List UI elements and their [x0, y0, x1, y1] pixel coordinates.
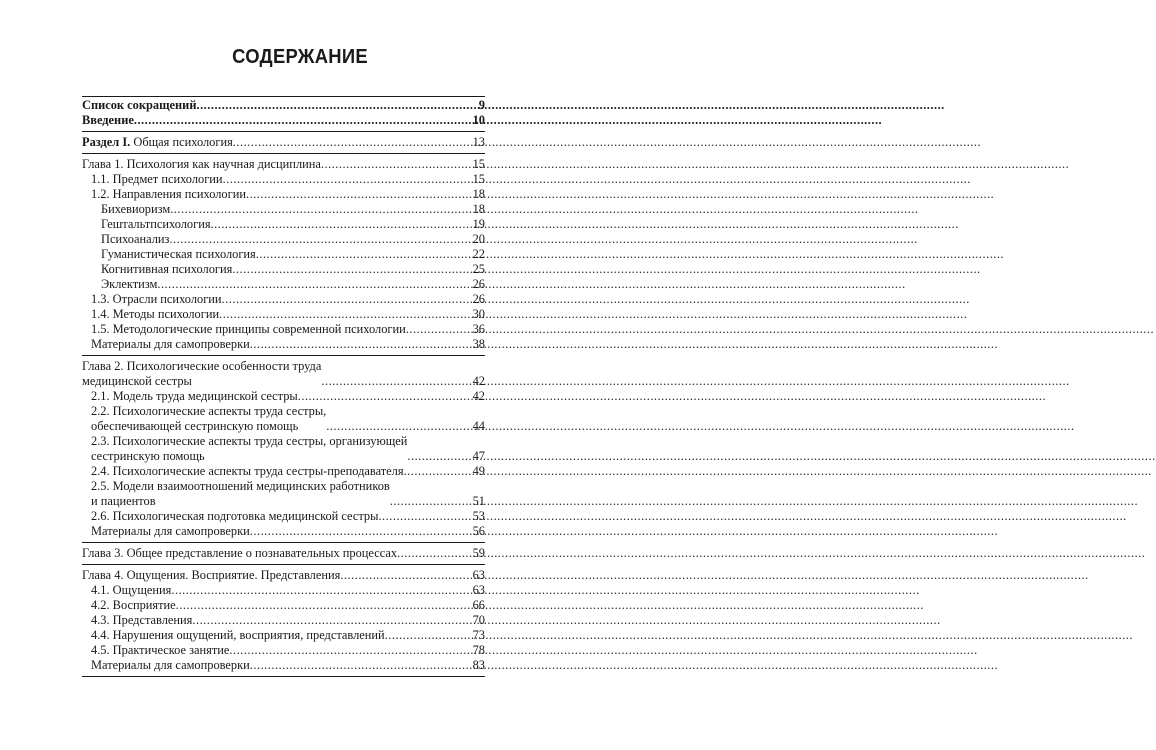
table-of-contents [82, 96, 485, 677]
toc-page-number: 51 [472, 494, 485, 508]
toc-entry[interactable] [82, 598, 485, 613]
toc-page-number: 56 [472, 524, 485, 538]
toc-entry-text: 4.1. Ощущения [91, 583, 172, 597]
toc-page-number: 22 [472, 247, 485, 261]
toc-entry[interactable] [82, 337, 485, 352]
toc-page-number: 18 [472, 202, 485, 216]
toc-entry-label [91, 292, 222, 307]
toc-entry[interactable] [82, 509, 485, 524]
toc-entry-label [101, 202, 170, 217]
page-title: СОДЕРЖАНИЕ [232, 46, 368, 68]
toc-entry[interactable] [82, 277, 485, 292]
toc-entry-label [101, 262, 232, 277]
toc-entry[interactable] [82, 479, 485, 509]
toc-entry-label [91, 628, 385, 643]
dot-leader [157, 277, 472, 292]
dot-leader [326, 419, 472, 434]
toc-entry[interactable] [82, 172, 485, 187]
toc-entry[interactable] [82, 628, 485, 643]
toc-page-number: 26 [472, 292, 485, 306]
toc-entry-text: 4.3. Представления [91, 613, 193, 627]
dot-leader [246, 187, 473, 202]
toc-page-number: 26 [472, 277, 485, 291]
toc-entry-text: 4.4. Нарушения ощущений, восприятия, представлений [91, 628, 385, 642]
toc-entry-text: Гуманистическая психология [101, 247, 256, 261]
toc-entry-line: обеспечивающей сестринскую помощь [91, 419, 299, 433]
toc-entry-label [82, 98, 196, 113]
toc-entry-text: Глава 3. Общее представление о познавательных процессах [82, 546, 398, 560]
toc-entry-label [91, 658, 250, 673]
toc-page-number: 47 [472, 449, 485, 463]
toc-entry[interactable] [82, 583, 485, 598]
toc-entry-label [82, 546, 397, 561]
toc-entry-label [91, 479, 390, 509]
toc-entry-text: 2.6. Психологическая подготовка медицинской сестры [91, 509, 379, 523]
dot-leader [211, 217, 473, 232]
toc-entry-label [91, 322, 406, 337]
toc-page-number: 63 [472, 583, 485, 597]
toc-entry-label [82, 359, 321, 389]
toc-groups [82, 97, 485, 677]
toc-entry-text: 2.1. Модель труда медицинской сестры [91, 389, 298, 403]
toc-entry-text: 1.3. Отрасли психологии [91, 292, 222, 306]
toc-page-number: 59 [472, 546, 485, 560]
toc-entry[interactable] [82, 359, 485, 389]
dot-leader [170, 202, 472, 217]
toc-page-number: 66 [472, 598, 485, 612]
toc-page-number: 30 [472, 307, 485, 321]
toc-entry-text: 1.2. Направления психологии [91, 187, 246, 201]
toc-page-number: 78 [472, 643, 485, 657]
toc-entry[interactable] [82, 613, 485, 628]
toc-entry[interactable] [82, 568, 485, 583]
toc-entry-label [101, 277, 157, 292]
toc-entry-text: Введение [82, 113, 134, 127]
toc-entry-line: медицинской сестры [82, 374, 192, 388]
toc-entry-text: 4.2. Восприятие [91, 598, 176, 612]
toc-entry-label [91, 509, 378, 524]
toc-entry-label [101, 247, 256, 262]
toc-entry[interactable] [82, 135, 485, 150]
dot-leader [250, 524, 473, 539]
toc-entry-label [82, 135, 233, 150]
toc-entry-label [91, 598, 176, 613]
section-number: Раздел I. [82, 135, 131, 149]
dot-leader [406, 322, 473, 337]
dot-leader [222, 292, 473, 307]
toc-entry-label [82, 157, 321, 172]
toc-entry[interactable] [82, 404, 485, 434]
toc-entry-line: и пациентов [91, 494, 156, 508]
toc-page-number: 63 [472, 568, 485, 582]
toc-page-number: 53 [472, 509, 485, 523]
dot-leader [250, 337, 473, 352]
toc-entry-line: 2.3. Психологические аспекты труда сестры, организующей [91, 434, 408, 448]
toc-section [82, 356, 485, 543]
toc-page-number: 15 [472, 172, 485, 186]
toc-entry[interactable] [82, 113, 485, 128]
dot-leader [256, 247, 473, 262]
toc-entry-text: 1.4. Методы психологии [91, 307, 220, 321]
toc-entry-text: Гештальтпсихология [101, 217, 211, 231]
dot-leader [192, 613, 472, 628]
toc-page-number: 44 [472, 419, 485, 433]
toc-entry-line: 2.5. Модели взаимоотношений медицинских работников [91, 479, 390, 493]
toc-entry-text: Общая психология [133, 135, 233, 149]
toc-entry-label [91, 389, 298, 404]
toc-entry-label [82, 113, 134, 128]
toc-entry-label [91, 434, 407, 464]
toc-entry[interactable] [82, 232, 485, 247]
toc-entry-text: Список сокращений [82, 98, 197, 112]
toc-entry[interactable] [82, 524, 485, 539]
toc-entry-label [91, 583, 171, 598]
toc-entry[interactable] [82, 157, 485, 172]
toc-entry-text: 4.5. Практическое занятие [91, 643, 230, 657]
dot-leader [298, 389, 473, 404]
dot-leader [321, 157, 473, 172]
toc-entry-label [101, 217, 211, 232]
toc-entry-text: 2.4. Психологические аспекты труда сестры-преподавателя [91, 464, 404, 478]
toc-entry[interactable] [82, 247, 485, 262]
toc-entry-label [91, 613, 192, 628]
toc-entry-text: Психоанализ [101, 232, 170, 246]
toc-page-number: 49 [472, 464, 485, 478]
toc-entry-label [91, 172, 223, 187]
dot-leader [196, 98, 478, 113]
toc-page-number: 18 [472, 187, 485, 201]
dot-leader [390, 494, 473, 509]
toc-page-number: 25 [472, 262, 485, 276]
dot-leader [232, 262, 472, 277]
toc-entry-line: сестринскую помощь [91, 449, 205, 463]
toc-entry-text: Эклектизм [101, 277, 158, 291]
dot-leader [219, 307, 473, 322]
toc-page-number: 15 [472, 157, 485, 171]
toc-entry-label [91, 464, 404, 479]
toc-page-number: 73 [472, 628, 485, 642]
dot-leader [378, 509, 472, 524]
toc-entry-label [91, 404, 326, 434]
toc-page-number: 20 [472, 232, 485, 246]
toc-section [82, 543, 485, 565]
toc-page-number: 9 [478, 98, 485, 112]
toc-entry-line: Глава 2. Психологические особенности труда [82, 359, 322, 373]
toc-page-number: 42 [472, 374, 485, 388]
toc-page-number: 36 [472, 322, 485, 336]
toc-entry-text: Бихевиоризм [101, 202, 171, 216]
toc-entry-label [91, 187, 246, 202]
toc-entry[interactable] [82, 217, 485, 232]
toc-entry-text: Глава 4. Ощущения. Восприятие. Представления [82, 568, 341, 582]
dot-leader [385, 628, 473, 643]
dot-leader [397, 546, 473, 561]
toc-entry-label [91, 524, 250, 539]
toc-entry-label [91, 643, 229, 658]
toc-entry-line: 2.2. Психологические аспекты труда сестры, [91, 404, 327, 418]
toc-entry-text: Материалы для самопроверки [91, 337, 250, 351]
dot-leader [134, 113, 473, 128]
toc-entry[interactable] [82, 187, 485, 202]
toc-entry[interactable] [82, 307, 485, 322]
toc-page-number: 38 [472, 337, 485, 351]
toc-page-number: 10 [472, 113, 485, 127]
toc-entry-text: 1.5. Методологические принципы современной психологии [91, 322, 406, 336]
toc-entry-text: Когнитивная психология [101, 262, 233, 276]
dot-leader [223, 172, 473, 187]
toc-section [82, 97, 485, 132]
toc-entry[interactable] [82, 322, 485, 337]
dot-leader [176, 598, 473, 613]
toc-entry-text: Материалы для самопроверки [91, 658, 250, 672]
toc-entry[interactable] [82, 643, 485, 658]
toc-entry-text: Глава 1. Психология как научная дисциплина [82, 157, 321, 171]
toc-page-number: 13 [472, 135, 485, 149]
toc-entry-label [91, 307, 219, 322]
toc-entry-text: Материалы для самопроверки [91, 524, 250, 538]
toc-section [82, 154, 485, 356]
toc-entry[interactable] [82, 389, 485, 404]
toc-entry[interactable] [82, 292, 485, 307]
toc-entry[interactable] [82, 98, 485, 113]
toc-entry[interactable] [82, 464, 485, 479]
dot-leader [321, 374, 472, 389]
toc-page-number: 70 [472, 613, 485, 627]
dot-leader [229, 643, 472, 658]
toc-entry[interactable] [82, 658, 485, 673]
dot-leader [233, 135, 473, 150]
dot-leader [340, 568, 472, 583]
toc-entry[interactable] [82, 202, 485, 217]
toc-entry-label [101, 232, 169, 247]
toc-entry[interactable] [82, 262, 485, 277]
toc-entry[interactable] [82, 546, 485, 561]
dot-leader [171, 583, 472, 598]
toc-entry-label [91, 337, 250, 352]
toc-entry[interactable] [82, 434, 485, 464]
dot-leader [407, 449, 472, 464]
toc-entry-text: 1.1. Предмет психологии [91, 172, 223, 186]
toc-entry-label [82, 568, 340, 583]
dot-leader [404, 464, 473, 479]
dot-leader [250, 658, 473, 673]
toc-section [82, 565, 485, 677]
toc-page-number: 19 [472, 217, 485, 231]
toc-page-number: 42 [472, 389, 485, 403]
toc-page-number: 83 [472, 658, 485, 672]
toc-section [82, 132, 485, 154]
dot-leader [169, 232, 472, 247]
